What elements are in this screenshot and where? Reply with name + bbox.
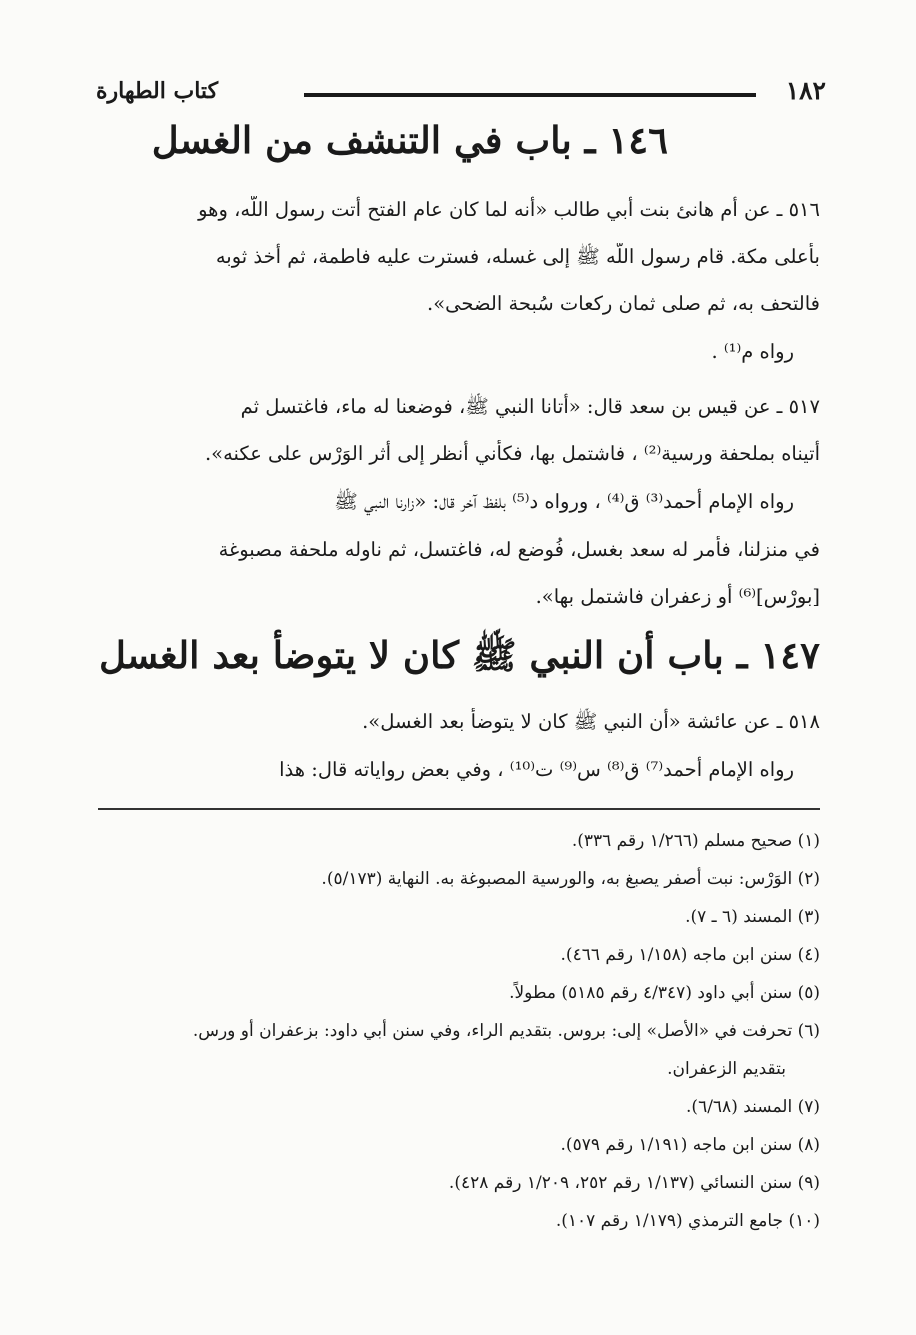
hadith-518-line-1: ٥١٨ ـ عن عائشة «أن النبي ﷺ كان لا يتوضأ بعد الغسل».	[362, 710, 820, 733]
footnote-5: (٥) سنن أبي داود (٤/٣٤٧ رقم ٥١٨٥) مطولاً.	[509, 983, 820, 1003]
footnote-6: (٦) تحرفت في «الأصل» إلى: بروس. بتقديم الراء، وفي سنن أبي داود: بزعفران أو ورس.	[192, 1021, 820, 1041]
header-rule	[304, 93, 756, 97]
hadith-518-source: رواه الإمام أحمد⁽⁷⁾ ق⁽⁸⁾ س⁽⁹⁾ ت⁽¹⁰⁾ ، وفي بعض رواياته قال: هذا	[279, 758, 794, 781]
footnote-6-continued: بتقديم الزعفران.	[667, 1059, 786, 1079]
footnote-7: (٧) المسند (٦/٦٨).	[686, 1097, 820, 1117]
footnote-4: (٤) سنن ابن ماجه (١/١٥٨ رقم ٤٦٦).	[560, 945, 820, 965]
footnote-10: (١٠) جامع الترمذي (١/١٧٩ رقم ١٠٧).	[555, 1211, 820, 1231]
footnote-9: (٩) سنن النسائي (١/١٣٧ رقم ٢٥٢، ١/٢٠٩ رقم ٤٢٨).	[448, 1173, 820, 1193]
hadith-516-line-3: فالتحف به، ثم صلى ثمان ركعات سُبحة الضحى».	[427, 292, 820, 315]
hadith-516-line-1: ٥١٦ ـ عن أم هانئ بنت أبي طالب «أنه لما كان عام الفتح أتت رسول اللّه، وهو	[198, 198, 820, 221]
hadith-517-line-2: أتيناه بملحفة ورسية⁽²⁾ ، فاشتمل بها، فكأني أنظر إلى أثر الوَرْس على عكنه».	[204, 442, 820, 465]
hadith-517-line-1: ٥١٧ ـ عن قيس بن سعد قال: «أتانا النبي ﷺ، فوضعنا له ماء، فاغتسل ثم	[240, 395, 820, 418]
book-title: كتاب الطهارة	[96, 78, 219, 104]
hadith-517-source-line-3: [بورْس]⁽⁶⁾ أو زعفران فاشتمل بها».	[535, 585, 820, 608]
footnote-1: (١) صحيح مسلم (١/٢٦٦ رقم ٣٣٦).	[571, 831, 820, 851]
hadith-516-line-2: بأعلى مكة. قام رسول اللّه ﷺ إلى غسله، فسترت عليه فاطمة، ثم أخذ ثوبه	[215, 245, 820, 268]
page-number: ١٨٢	[785, 76, 826, 105]
hadith-517-source-line-1: رواه الإمام أحمد⁽³⁾ ق⁽⁴⁾ ، ورواه د⁽⁵⁾ بلفظ آخر قال: «زارنا النبي ﷺ	[334, 490, 794, 513]
hadith-517-source-line-2: في منزلنا، فأمر له سعد بغسل، فُوضع له، فاغتسل، ثم ناوله ملحفة مصبوغة	[218, 538, 820, 561]
hadith-516-source: رواه م⁽¹⁾ .	[711, 340, 794, 363]
running-header	[96, 76, 826, 116]
chapter-146-heading: ١٤٦ ـ باب في التنشف من الغسل	[151, 118, 668, 162]
chapter-147-heading: ١٤٧ ـ باب أن النبي ﷺ كان لا يتوضأ بعد الغسل	[99, 633, 820, 677]
footnote-separator	[98, 808, 820, 810]
footnote-3: (٣) المسند (٦ ـ ٧).	[685, 907, 820, 927]
footnote-8: (٨) سنن ابن ماجه (١/١٩١ رقم ٥٧٩).	[560, 1135, 820, 1155]
footnote-2: (٢) الوَرْس: نبت أصفر يصبغ به، والورسية المصبوغة به. النهاية (٥/١٧٣).	[321, 869, 820, 889]
